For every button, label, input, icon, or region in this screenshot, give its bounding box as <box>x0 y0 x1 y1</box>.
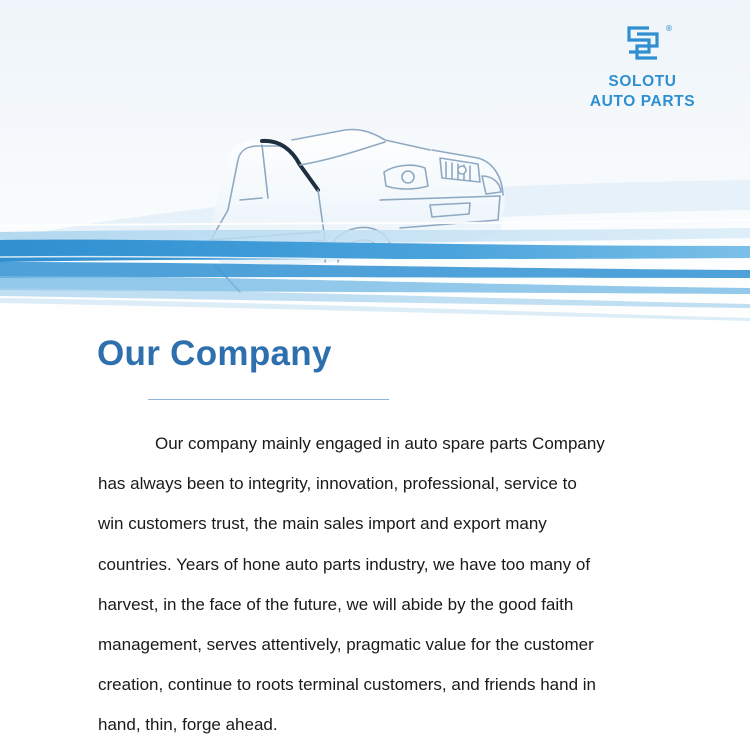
solotu-logo-icon <box>615 22 671 66</box>
section-title: Our Company <box>97 334 332 373</box>
description-line: hand, thin, forge ahead. <box>98 715 278 735</box>
description-line: has always been to integrity, innovation, professional, service to <box>98 474 577 494</box>
description-line: harvest, in the face of the future, we will abide by the good faith <box>98 594 574 614</box>
brand-logo[interactable] <box>580 22 705 112</box>
description-line: Our company mainly engaged in auto spare parts Company <box>155 434 605 453</box>
description-line: management, serves attentively, pragmatic value for the customer <box>98 635 594 655</box>
hero-banner <box>0 0 750 330</box>
description-line: countries. Years of hone auto parts industry, we have too many of <box>98 554 591 574</box>
title-underline <box>148 399 389 400</box>
description-line: creation, continue to roots terminal customers, and friends hand in <box>98 675 596 695</box>
company-description <box>98 424 663 746</box>
registered-mark: ® <box>664 24 673 33</box>
description-line: win customers trust, the main sales import and export many <box>98 514 547 534</box>
brand-name-line1: SOLOTU <box>608 73 677 90</box>
brand-name-line2: AUTO PARTS <box>589 93 696 110</box>
